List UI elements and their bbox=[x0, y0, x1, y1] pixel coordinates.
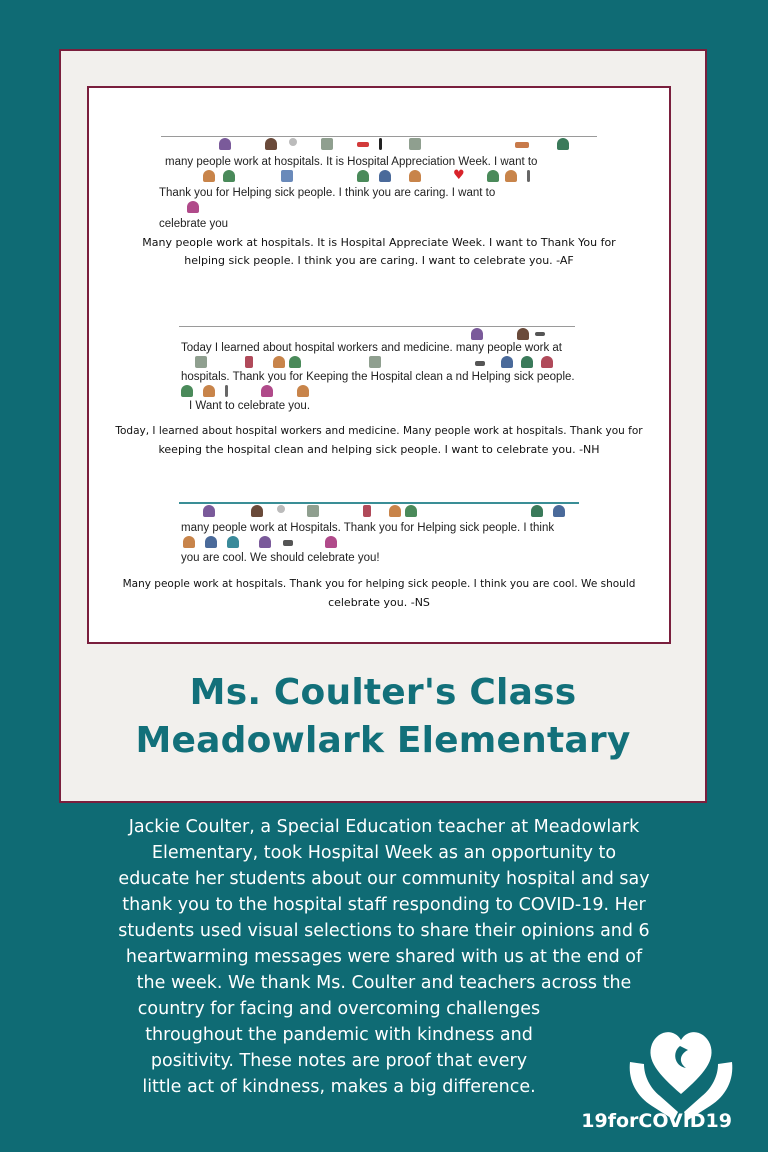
sick-symbol-icon bbox=[521, 356, 533, 368]
symbol-row bbox=[179, 385, 579, 401]
think-symbol-icon bbox=[553, 505, 565, 517]
i-symbol-icon bbox=[487, 170, 499, 182]
you-symbol-icon bbox=[379, 170, 391, 182]
are-symbol-icon bbox=[205, 536, 217, 548]
description-line: country for facing and overcoming challenges bbox=[137, 999, 541, 1019]
i-symbol-icon bbox=[181, 385, 193, 397]
note-caption: Today, I learned about hospital workers and medicine. Many people work at hospitals. Thank you for bbox=[115, 425, 643, 437]
hashtag: 19forCOVID19 bbox=[581, 1110, 732, 1132]
at-symbol-icon bbox=[289, 138, 297, 146]
you-symbol-icon bbox=[297, 385, 309, 397]
symbol-text-line: I Want to celebrate you. bbox=[189, 400, 311, 412]
are-symbol-icon bbox=[409, 170, 421, 182]
for-symbol-icon bbox=[289, 356, 301, 368]
we-symbol-icon bbox=[259, 536, 271, 548]
you-symbol-icon bbox=[273, 356, 285, 368]
symbol-text-line: many people work at hospitals. It is Hospital Appreciation Week. I want to bbox=[165, 156, 538, 168]
symbol-text-line: you are cool. We should celebrate you! bbox=[181, 552, 380, 564]
description-line: Jackie Coulter, a Special Education teacher at Meadowlark bbox=[128, 817, 640, 837]
thank-you-symbol-icon bbox=[203, 170, 215, 182]
description-line: the week. We thank Ms. Coulter and teachers across the bbox=[136, 973, 632, 993]
description-line: little act of kindness, makes a big difference. bbox=[142, 1077, 536, 1097]
work-symbol-icon bbox=[265, 138, 277, 150]
symbol-text-line: many people work at Hospitals. Thank you for Helping sick people. I think bbox=[181, 522, 555, 534]
symbol-row bbox=[179, 536, 579, 552]
note-af bbox=[89, 88, 669, 278]
want-symbol-icon bbox=[557, 138, 569, 150]
at-symbol-icon bbox=[535, 332, 545, 336]
description-line: throughout the pandemic with kindness and bbox=[145, 1025, 533, 1045]
photo-card bbox=[59, 49, 707, 803]
note-divider bbox=[179, 502, 579, 504]
symbol-row bbox=[179, 505, 579, 521]
you-symbol-icon bbox=[389, 505, 401, 517]
class-title: Ms. Coulter's Class bbox=[189, 672, 577, 713]
description-line: students used visual selections to share their opinions and 6 bbox=[118, 921, 650, 941]
helping-symbol-icon bbox=[501, 356, 513, 368]
clean-symbol-icon bbox=[475, 361, 485, 366]
want-symbol-icon bbox=[505, 170, 517, 182]
caring-heart-icon: ♥ bbox=[453, 168, 465, 183]
people-symbol-icon bbox=[219, 138, 231, 150]
thank-symbol-icon bbox=[245, 356, 253, 368]
symbol-row bbox=[161, 170, 601, 186]
sick-symbol-icon bbox=[281, 170, 293, 182]
people-symbol-icon bbox=[471, 328, 483, 340]
note-caption: Many people work at hospitals. Thank you for helping sick people. I think you are cool. We should bbox=[122, 578, 636, 590]
hospital-symbol-icon bbox=[321, 138, 333, 150]
hospital-symbol-icon bbox=[307, 505, 319, 517]
people-symbol-icon bbox=[541, 356, 553, 368]
work-symbol-icon bbox=[251, 505, 263, 517]
cool-symbol-icon bbox=[227, 536, 239, 548]
note-caption: Many people work at hospitals. It is Hospital Appreciate Week. I want to Thank You for bbox=[142, 236, 616, 249]
at-symbol-icon bbox=[277, 505, 285, 513]
work-symbol-icon bbox=[517, 328, 529, 340]
is-symbol-icon bbox=[379, 138, 382, 150]
i-symbol-icon bbox=[515, 142, 529, 148]
hospital-week-symbol-icon bbox=[409, 138, 421, 150]
description-line: thank you to the hospital staff responding to COVID-19. Her bbox=[122, 895, 646, 915]
to-symbol-icon bbox=[225, 385, 228, 397]
description-line: educate her students about our community hospital and say bbox=[118, 869, 650, 889]
symbol-text-line: Today I learned about hospital workers and medicine. many people work at bbox=[181, 342, 562, 354]
note-caption: celebrate you. -NS bbox=[328, 596, 430, 609]
school-title: Meadowlark Elementary bbox=[135, 720, 631, 761]
symbol-row bbox=[179, 356, 579, 372]
symbol-text-line: Thank you for Helping sick people. I think you are caring. I want to bbox=[159, 187, 496, 199]
should-symbol-icon bbox=[283, 540, 293, 546]
note-caption: keeping the hospital clean and helping sick people. I want to celebrate you. -NH bbox=[158, 443, 600, 456]
for-symbol-icon bbox=[405, 505, 417, 517]
celebrate-symbol-icon bbox=[187, 201, 199, 213]
note-caption: helping sick people. I think you are caring. I want to celebrate you. -AF bbox=[184, 254, 574, 267]
note-divider bbox=[161, 136, 597, 137]
symbol-text-line: hospitals. Thank you for Keeping the Hospital clean a nd Helping sick people. bbox=[181, 371, 575, 383]
note-divider bbox=[179, 326, 575, 327]
celebrate-symbol-icon bbox=[261, 385, 273, 397]
it-symbol-icon bbox=[357, 142, 369, 147]
student-notes-paper bbox=[87, 86, 671, 644]
you-symbol-icon bbox=[183, 536, 195, 548]
symbol-row bbox=[161, 138, 601, 154]
to-symbol-icon bbox=[527, 170, 530, 182]
people-symbol-icon bbox=[203, 505, 215, 517]
note-ns bbox=[89, 496, 669, 616]
description-line: Elementary, took Hospital Week as an opportunity to bbox=[151, 843, 617, 863]
symbol-text-line: celebrate you bbox=[159, 218, 229, 230]
hospital-symbol-icon bbox=[195, 356, 207, 368]
hospital-clean-symbol-icon bbox=[369, 356, 381, 368]
helping-symbol-icon bbox=[223, 170, 235, 182]
i-symbol-icon bbox=[531, 505, 543, 517]
want-symbol-icon bbox=[203, 385, 215, 397]
note-nh bbox=[89, 318, 669, 458]
description-line: heartwarming messages were shared with us at the end of bbox=[125, 947, 643, 967]
symbol-row bbox=[161, 201, 601, 217]
celebrate-symbol-icon bbox=[325, 536, 337, 548]
think-symbol-icon bbox=[357, 170, 369, 182]
description-line: positivity. These notes are proof that every bbox=[150, 1051, 528, 1071]
thank-symbol-icon bbox=[363, 505, 371, 517]
